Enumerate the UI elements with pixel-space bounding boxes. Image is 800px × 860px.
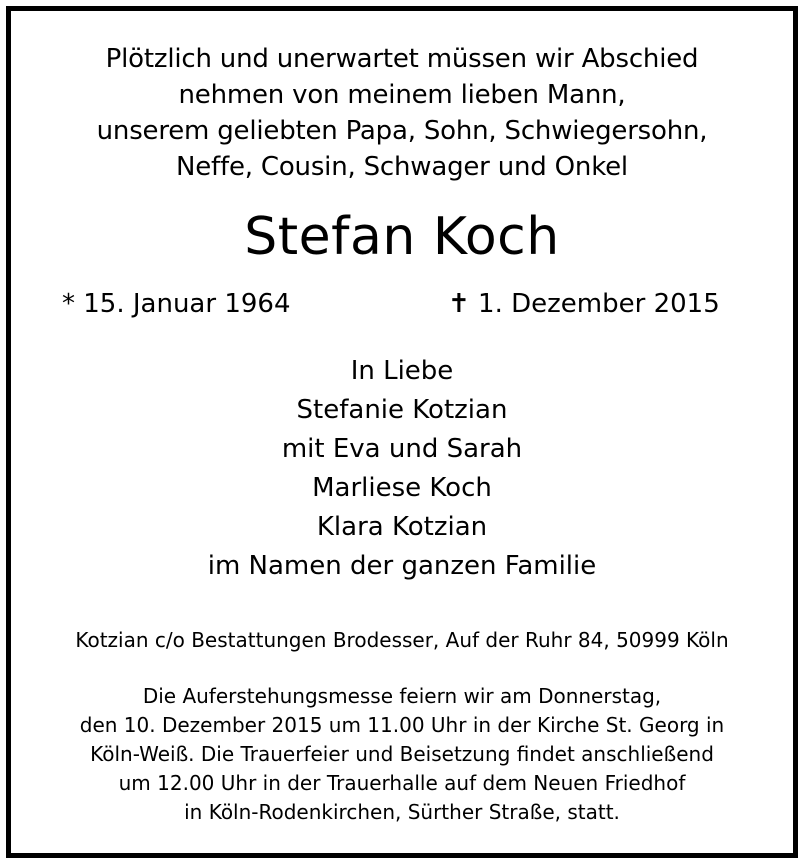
family-line: Stefanie Kotzian xyxy=(296,395,508,425)
family-line: Klara Kotzian xyxy=(316,512,488,542)
obituary-notice xyxy=(6,6,798,858)
service-line: den 10. Dezember 2015 um 11.00 Uhr in der Kirche St. Georg in xyxy=(79,713,725,737)
intro-line: Plötzlich und unerwartet müssen wir Abschied xyxy=(105,44,699,74)
deceased-name: Stefan Koch xyxy=(244,207,560,267)
birth-date: * 15. Januar 1964 xyxy=(62,289,291,319)
contact-address: Kotzian c/o Bestattungen Brodesser, Auf der Ruhr 84, 50999 Köln xyxy=(75,628,729,652)
family-line: In Liebe xyxy=(350,356,454,386)
service-line: Köln-Weiß. Die Trauerfeier und Beisetzung findet anschließend xyxy=(90,742,714,766)
service-line: um 12.00 Uhr in der Trauerhalle auf dem Neuen Friedhof xyxy=(118,771,686,795)
intro-line: unserem geliebten Papa, Sohn, Schwiegersohn, xyxy=(96,116,708,146)
death-date: ✝ 1. Dezember 2015 xyxy=(448,289,720,319)
intro-line: nehmen von meinem lieben Mann, xyxy=(178,80,626,110)
family-line: im Namen der ganzen Familie xyxy=(207,551,597,581)
intro-line: Neffe, Cousin, Schwager und Onkel xyxy=(176,152,628,182)
family-line: Marliese Koch xyxy=(312,473,492,503)
service-line: in Köln-Rodenkirchen, Sürther Straße, statt. xyxy=(184,800,620,824)
family-line: mit Eva und Sarah xyxy=(281,434,523,464)
service-line: Die Auferstehungsmesse feiern wir am Donnerstag, xyxy=(142,684,662,708)
